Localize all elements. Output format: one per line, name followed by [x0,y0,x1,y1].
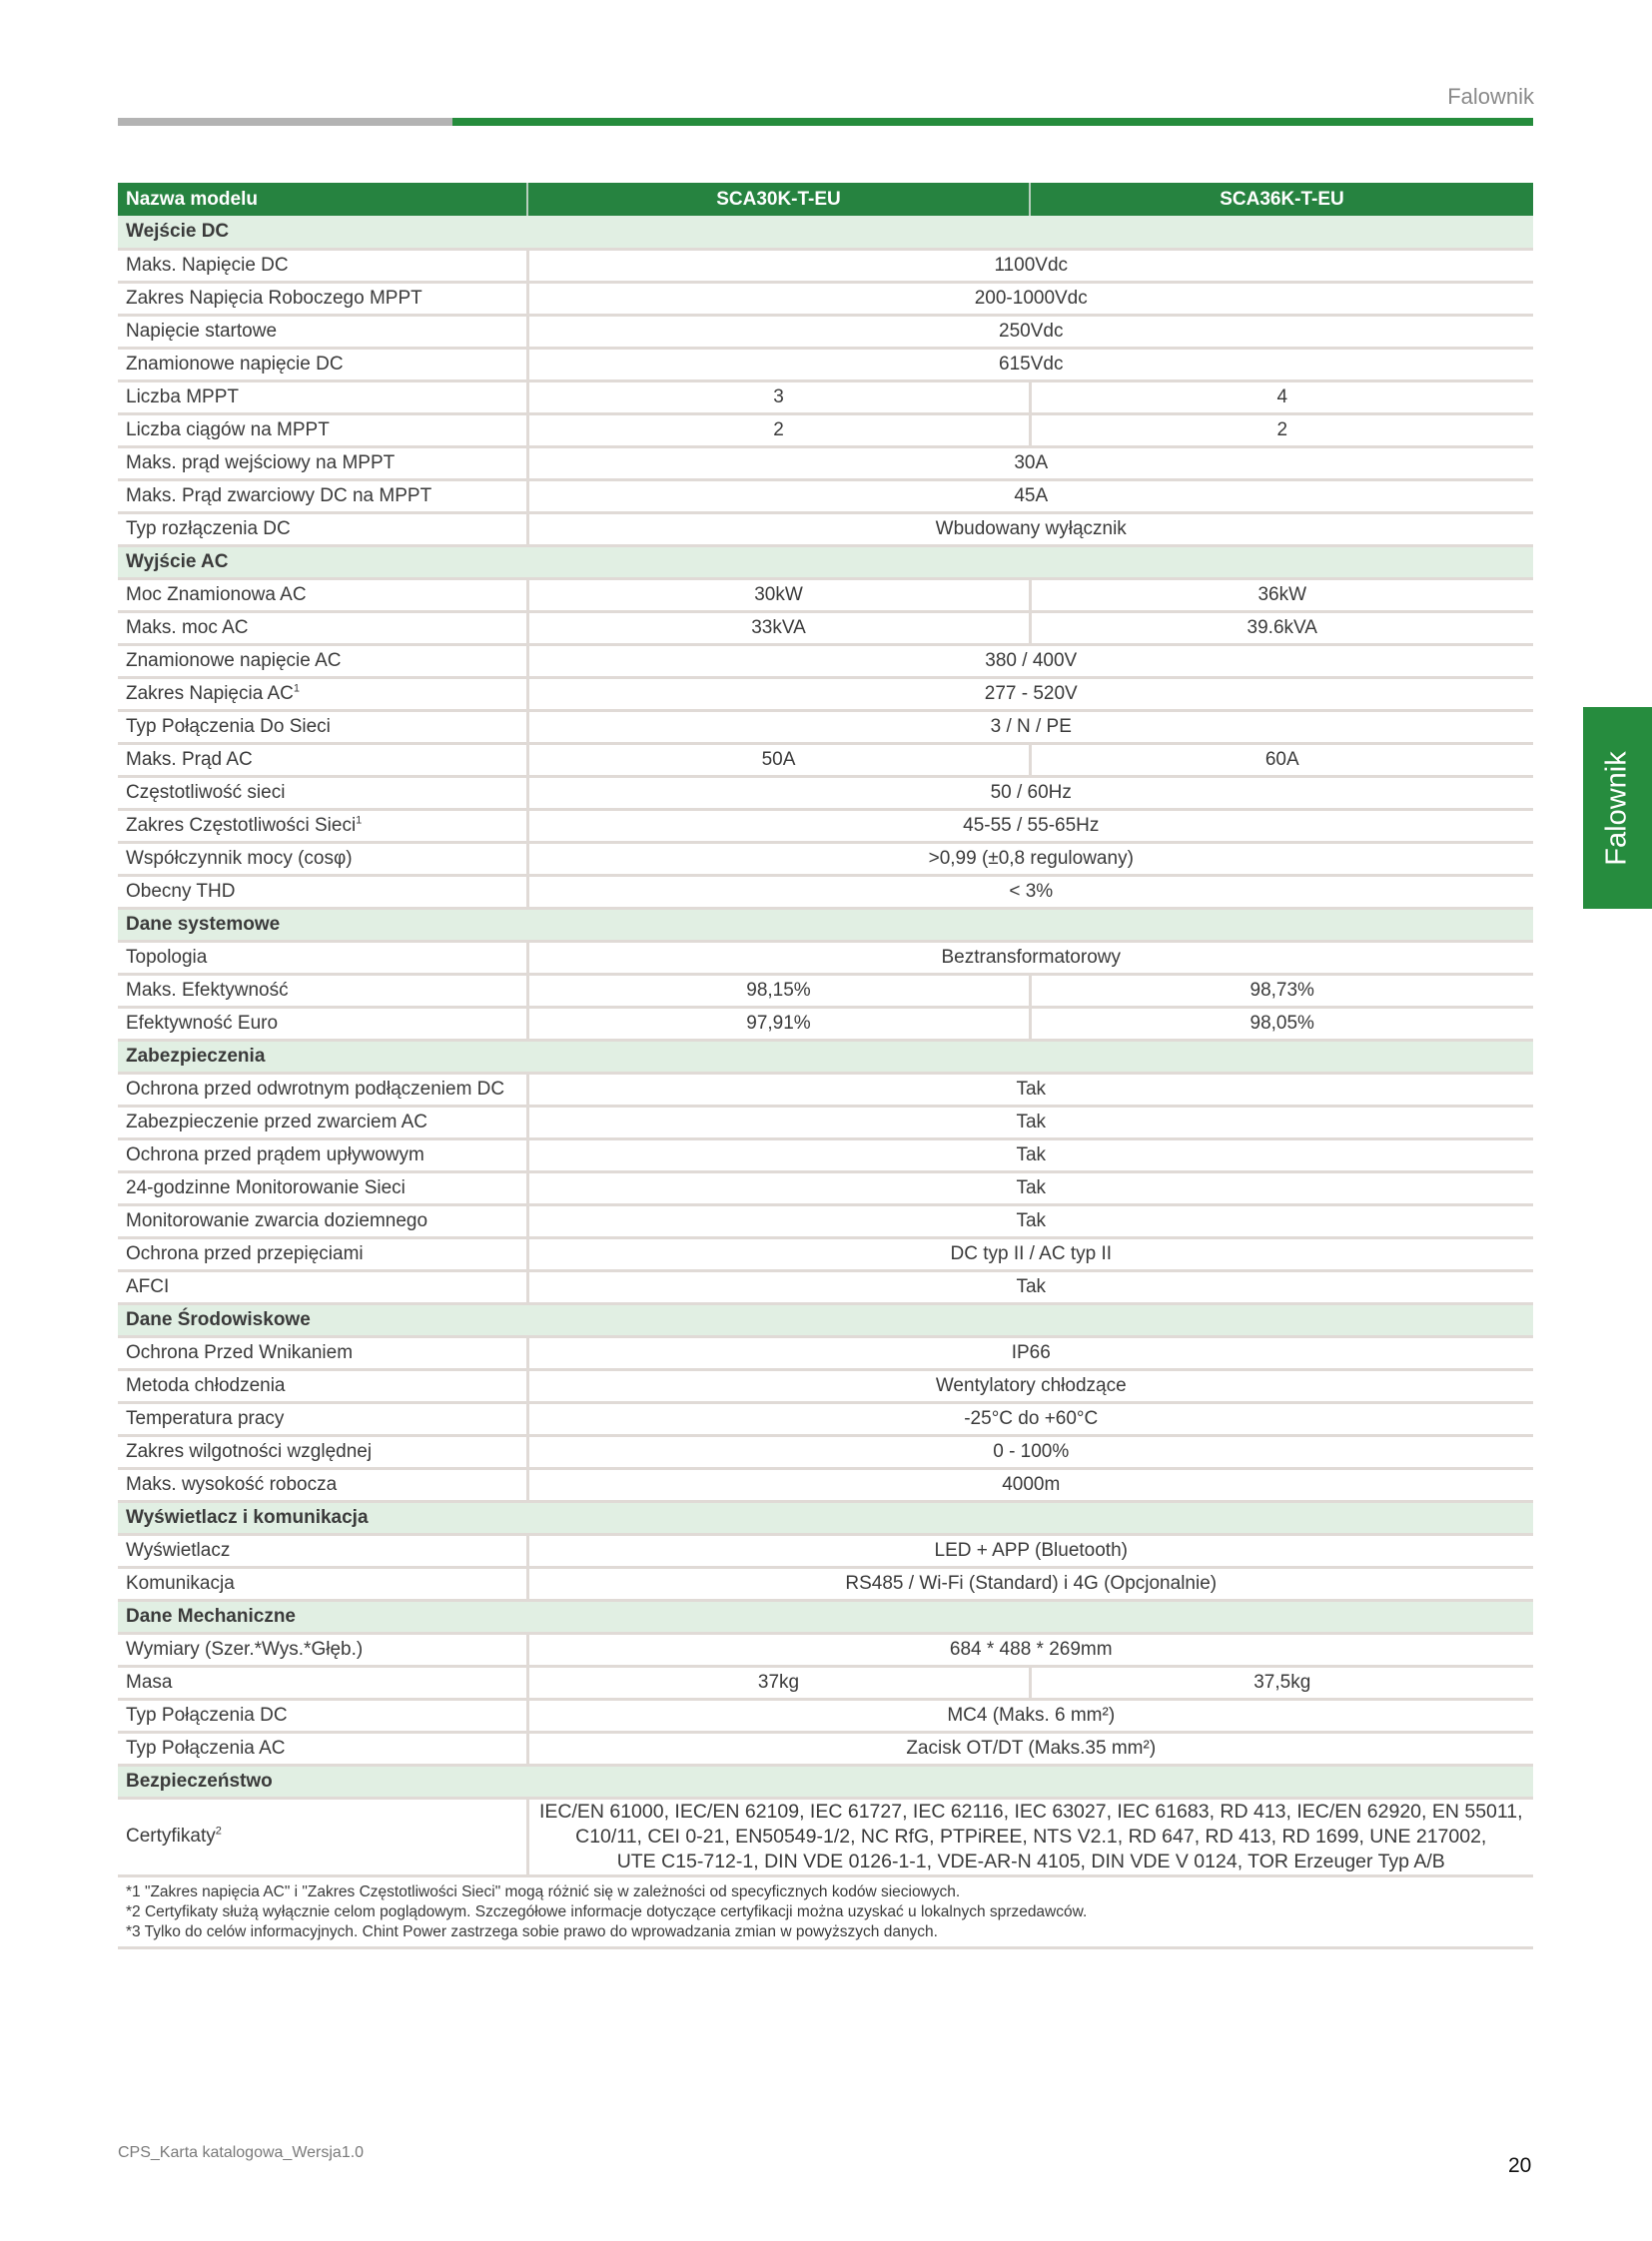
page-header-title: Falownik [1447,84,1534,109]
table-row [118,1633,1533,1666]
row-value: Tak [527,1106,1533,1138]
table-row [118,1567,1533,1600]
row-label: Znamionowe napięcie DC [118,348,527,380]
row-label: Zakres Napięcia $AC^1$ [118,677,527,710]
row-label: Maks. wysokość robocza [118,1468,527,1501]
side-tab-label: Falownik [1601,750,1633,866]
row-value: Beztransformatorowy [527,941,1533,974]
row-value: 30A [527,446,1533,479]
row-value-model-2: 36kW [1030,578,1533,611]
table-row [118,479,1533,512]
footnote-ref: 1 [293,682,301,695]
row-value: Wbudowany wyłącznik [527,512,1533,545]
row-label: Typ Połączenia DC [118,1699,527,1732]
section-title: Zabezpieczenia [118,1040,1533,1073]
row-label: Komunikacja [118,1567,527,1600]
table-row [118,1699,1533,1732]
row-label: Wymiary (Szer.*Wys.*Głęb.) [118,1633,527,1666]
table-row [118,611,1533,644]
row-label: Liczba MPPT [118,380,527,413]
table-row [118,743,1533,776]
footnote: *3 Tylko do celów informacyjnych. Chint Power zastrzega sobie prawo do wprowadzania zmian w powyższych danych. [126,1923,938,1940]
table-row [118,348,1533,380]
row-value: -25°C do +60°C [527,1402,1533,1435]
row-label: Zakres Częstotliwości Sieci$^1$ [118,809,527,842]
header-bar-green [452,118,1533,126]
section-title: Wyjście AC [118,545,1533,578]
row-value: Tak [527,1073,1533,1106]
table-row [118,578,1533,611]
table-row [118,1798,1533,1875]
row-value: >0,99 (±0,8 regulowany) [527,842,1533,875]
row-value-model-1: 2 [527,413,1030,446]
row-label: Liczba ciągów na MPPT [118,413,527,446]
table-row [118,512,1533,545]
row-value: 4000m [527,1468,1533,1501]
section-row [118,1040,1533,1073]
row-value: Tak [527,1270,1533,1303]
side-tab [1583,707,1652,909]
row-value: 615Vdc [527,348,1533,380]
table-row [118,875,1533,908]
table-row [118,1468,1533,1501]
row-label: Monitorowanie zwarcia doziemnego [118,1204,527,1237]
table-row [118,1534,1533,1567]
row-label: Ochrona przed przepięciami [118,1237,527,1270]
row-label: Napięcie startowe [118,315,527,348]
cert-line: IEC/EN 61000, IEC/EN 62109, IEC 61727, IEC 62116, IEC 63027, IEC 61683, RD 413, IEC/EN 62920, EN 55011, [538,1800,1523,1823]
table-row [118,380,1533,413]
page-number: 20 [1508,2154,1532,2177]
table-row [118,842,1533,875]
row-value-model-1: 30kW [527,578,1030,611]
row-value: 380 / 400V [527,644,1533,677]
row-value: RS485 / Wi-Fi (Standard) i 4G (Opcjonalnie) [527,1567,1533,1600]
row-value-model-2: 98,73% [1030,974,1533,1007]
table-row [118,941,1533,974]
table-row [118,1402,1533,1435]
section-row [118,1303,1533,1336]
row-value-model-1: 37kg [527,1666,1030,1699]
row-value: MC4 (Maks. 6 mm²) [527,1699,1533,1732]
row-value-model-1: 33kVA [527,611,1030,644]
section-title: Bezpieczeństwo [118,1765,1533,1798]
row-value-model-1: 50A [527,743,1030,776]
section-row [118,545,1533,578]
row-label: Metoda chłodzenia [118,1369,527,1402]
row-value: Tak [527,1171,1533,1204]
section-title: Wejście DC [118,216,1533,249]
row-label: Zabezpieczenie przed zwarciem AC [118,1106,527,1138]
row-value [527,1798,1533,1875]
row-value: Wentylatory chłodzące [527,1369,1533,1402]
row-label: Obecny THD [118,875,527,908]
row-label: Efektywność Euro [118,1007,527,1040]
model-name-header: Nazwa modelu [118,183,527,216]
row-label: Temperatura pracy [118,1402,527,1435]
table-row [118,644,1533,677]
section-title: Dane Mechaniczne [118,1600,1533,1633]
row-value-model-2: 60A [1030,743,1533,776]
table-row [118,1204,1533,1237]
section-title: Dane Środowiskowe [118,1303,1533,1336]
model-column-header: SCA36K-T-EU [1030,183,1533,216]
table-row [118,710,1533,743]
table-row [118,1106,1533,1138]
row-value: 277 - 520V [527,677,1533,710]
table-row [118,315,1533,348]
footnote-ref: 1 [356,814,363,827]
row-value: LED + APP (Bluetooth) [527,1534,1533,1567]
row-label: Maks. Efektywność [118,974,527,1007]
row-label: Maks. moc AC [118,611,527,644]
row-value: DC typ II / AC typ II [527,1237,1533,1270]
row-value-model-2: 39.6kVA [1030,611,1533,644]
cert-line: UTE C15-712-1, DIN VDE 0126-1-1, VDE-AR-N 4105, DIN VDE V 0124, TOR Erzeuger Typ A/B [616,1850,1445,1872]
row-value-model-2: 2 [1030,413,1533,446]
row-value-model-2: 98,05% [1030,1007,1533,1040]
table-row [118,282,1533,315]
table-row [118,677,1533,710]
row-label: Certyfikaty$^2$ [118,1798,527,1875]
row-value: 45A [527,479,1533,512]
model-column-header: SCA30K-T-EU [527,183,1030,216]
row-label: Współczynnik mocy (cosφ) [118,842,527,875]
table-row [118,249,1533,282]
spec-table [118,183,1533,1877]
section-row [118,1765,1533,1798]
table-row [118,1073,1533,1106]
row-label: Ochrona przed odwrotnym podłączeniem DC [118,1073,527,1106]
row-label: Zakres Napięcia Roboczego MPPT [118,282,527,315]
table-row [118,1237,1533,1270]
section-row [118,216,1533,249]
row-value: 1100Vdc [527,249,1533,282]
row-value: 50 / 60Hz [527,776,1533,809]
row-label: Zakres wilgotności względnej [118,1435,527,1468]
table-row [118,1138,1533,1171]
row-value: 684 * 488 * 269mm [527,1633,1533,1666]
row-value-model-1: 97,91% [527,1007,1030,1040]
row-value-model-2: 37,5kg [1030,1666,1533,1699]
table-row [118,809,1533,842]
row-value-model-1: 98,15% [527,974,1030,1007]
footnote: *2 Certyfikaty służą wyłącznie celom poglądowym. Szczegółowe informacje dotyczące certyfikacji można uzyskać u lokalnych sprzedawców. [126,1903,1088,1920]
footnote: *1 "Zakres napięcia AC" i "Zakres Częstotliwości Sieci" mogą różnić się w zależności od specyficznych kodów sieciowych. [126,1883,961,1900]
row-label: Masa [118,1666,527,1699]
row-value: < 3% [527,875,1533,908]
section-row [118,1600,1533,1633]
row-label: Typ rozłączenia DC [118,512,527,545]
row-label: AFCI [118,1270,527,1303]
row-value: IP66 [527,1336,1533,1369]
section-row [118,908,1533,941]
row-label: Ochrona Przed Wnikaniem [118,1336,527,1369]
row-value: Zacisk OT/DT (Maks.35 mm²) [527,1732,1533,1765]
row-value-model-1: 3 [527,380,1030,413]
row-label: Maks. Prąd zwarciowy DC na MPPT [118,479,527,512]
row-value: Tak [527,1138,1533,1171]
row-label: Maks. prąd wejściowy na MPPT [118,446,527,479]
row-label: Częstotliwość sieci [118,776,527,809]
table-row [118,974,1533,1007]
row-label: Typ Połączenia AC [118,1732,527,1765]
spec-table-body [118,216,1533,1875]
table-header-row [118,183,1533,216]
row-label: Topologia [118,941,527,974]
row-label: Maks. Prąd AC [118,743,527,776]
table-row [118,1369,1533,1402]
section-title: Dane systemowe [118,908,1533,941]
header-bar-grey [118,118,452,126]
section-row [118,1501,1533,1534]
table-row [118,1666,1533,1699]
table-row [118,1732,1533,1765]
document-name: CPS_Karta katalogowa_Wersja1.0 [118,2144,365,2161]
table-row [118,446,1533,479]
row-label: Znamionowe napięcie AC [118,644,527,677]
footnote-ref: 2 [215,1825,222,1838]
row-value: 3 / N / PE [527,710,1533,743]
row-label: Wyświetlacz [118,1534,527,1567]
footnotes [118,1880,1533,1949]
table-row [118,1270,1533,1303]
row-value-model-2: 4 [1030,380,1533,413]
table-row [118,1171,1533,1204]
section-title: Wyświetlacz i komunikacja [118,1501,1533,1534]
row-value: 200-1000Vdc [527,282,1533,315]
row-value: 0 - 100% [527,1435,1533,1468]
cert-line: C10/11, CEI 0-21, EN50549-1/2, NC RfG, PTPiREE, NTS V2.1, RD 647, RD 413, RD 1699, UNE 217002, [575,1825,1487,1848]
row-value: Tak [527,1204,1533,1237]
row-label: Maks. Napięcie DC [118,249,527,282]
table-row [118,413,1533,446]
row-label: 24-godzinne Monitorowanie Sieci [118,1171,527,1204]
row-label: Typ Połączenia Do Sieci [118,710,527,743]
row-value: 250Vdc [527,315,1533,348]
table-row [118,1007,1533,1040]
table-row [118,1435,1533,1468]
table-row [118,776,1533,809]
row-label: Ochrona przed prądem upływowym [118,1138,527,1171]
row-value: 45-55 / 55-65Hz [527,809,1533,842]
row-label: Moc Znamionowa AC [118,578,527,611]
table-row [118,1336,1533,1369]
